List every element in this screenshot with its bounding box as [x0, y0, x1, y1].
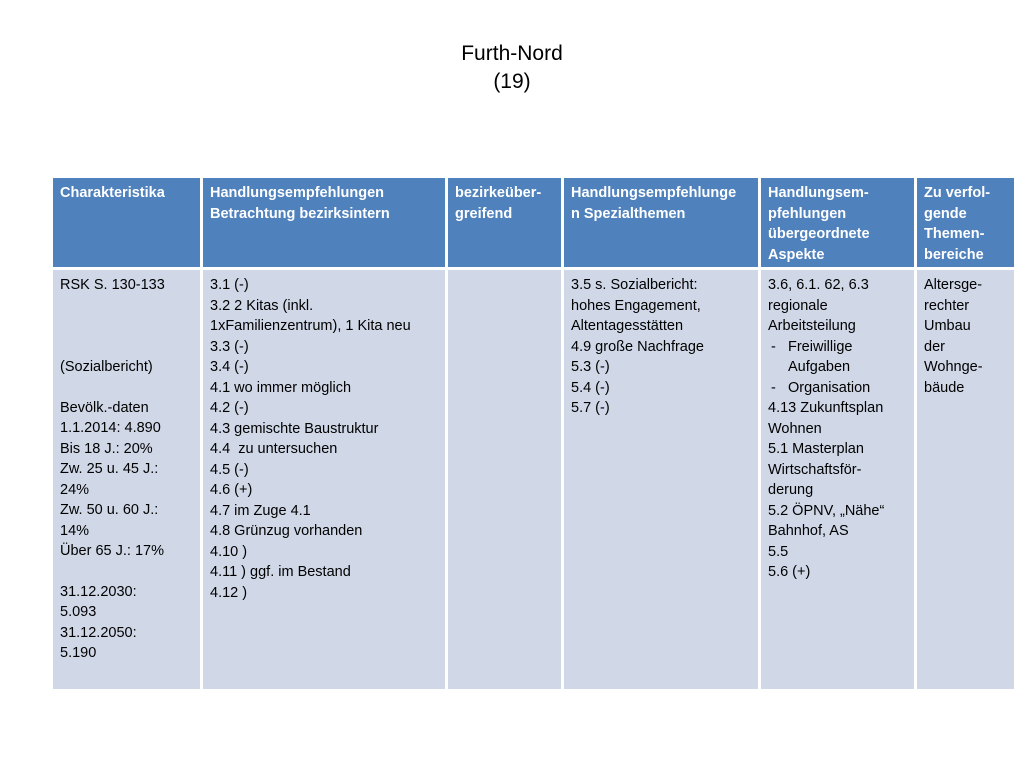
list-item: 5.3 (-)	[571, 359, 610, 375]
list-item: 4.7 im Zuge 4.1	[210, 502, 311, 519]
header-text: Handlungsempfehlunge	[571, 185, 737, 201]
cell-uebergeordnete-aspekte	[761, 270, 914, 689]
list-item: 4.5 (-)	[210, 461, 249, 478]
table-header-row	[53, 178, 1014, 267]
list-item: regionale	[768, 297, 828, 314]
header-text: Aspekte	[768, 246, 825, 263]
list-item: 4.9 große Nachfrage	[571, 338, 704, 355]
population-value: 1.1.2014: 4.890	[60, 420, 161, 436]
rsk-reference: RSK S. 130-133	[60, 277, 165, 293]
header-text: greifend	[455, 205, 513, 222]
list-item: 5.1 Masterplan	[768, 441, 864, 457]
header-uebergeordnete-aspekte	[761, 178, 914, 267]
header-text: bereiche	[924, 246, 984, 263]
header-text: gende	[924, 205, 967, 222]
bullet-text: Aufgaben	[788, 359, 851, 375]
list-item: 4.8 Grünzug vorhanden	[210, 523, 363, 539]
bullet-item-freiwillige-aufgaben	[768, 337, 908, 378]
header-text: pfehlungen	[768, 205, 847, 222]
list-item: 4.10 )	[210, 543, 248, 560]
dash-bullet: -	[771, 338, 776, 355]
list-item: Altersge-	[924, 277, 983, 293]
title-line-1: Furth-Nord	[461, 42, 563, 65]
age-50-60-value: 14%	[60, 522, 90, 539]
list-item: Wohnge-	[924, 359, 983, 375]
age-50-60-label: Zw. 50 u. 60 J.:	[60, 502, 159, 518]
list-item: Umbau	[924, 318, 971, 334]
list-item: 3.4 (-)	[210, 359, 249, 375]
list-item: 3.2 2 Kitas (inkl.	[210, 297, 314, 314]
header-handlungsempfehlungen-intern	[203, 178, 445, 267]
header-text: bezirkeüber-	[455, 185, 542, 201]
header-text: Handlungsempfehlungen	[210, 185, 384, 201]
cell-spezialthemen	[564, 270, 758, 689]
list-item: Arbeitsteilung	[768, 318, 856, 334]
list-item: derung	[768, 482, 814, 498]
list-item: Wohnen	[768, 420, 822, 437]
list-item: 1xFamilienzentrum), 1 Kita neu	[210, 318, 411, 334]
list-item: Altentagesstätten	[571, 318, 684, 334]
list-item: 3.6, 6.1. 62, 6.3	[768, 277, 869, 293]
list-item: bäude	[924, 379, 965, 396]
header-text: n Spezialthemen	[571, 205, 686, 222]
slide-title	[0, 40, 1024, 96]
list-item: 5.2 ÖPNV, „Nähe“	[768, 502, 885, 519]
cell-handlungsempfehlungen-intern	[203, 270, 445, 689]
list-item: 4.1 wo immer möglich	[210, 379, 352, 396]
list-item: 3.1 (-)	[210, 277, 249, 293]
bullet-item-organisation	[768, 378, 908, 399]
cell-charakteristika	[53, 270, 200, 689]
cell-themenbereiche	[917, 270, 1014, 689]
list-item: 4.3 gemischte Baustruktur	[210, 420, 379, 437]
list-item: rechter	[924, 297, 970, 314]
table-row	[53, 270, 1014, 689]
projection-2050-label: 31.12.2050:	[60, 624, 137, 641]
list-item: 4.12 )	[210, 584, 248, 601]
list-item: 4.11 ) ggf. im Bestand	[210, 564, 351, 580]
list-item: 3.3 (-)	[210, 338, 249, 355]
projection-2030-label: 31.12.2030:	[60, 583, 137, 600]
list-item: 5.6 (+)	[768, 564, 811, 580]
age-over-65: Über 65 J.: 17%	[60, 543, 164, 559]
list-item: 5.4 (-)	[571, 379, 610, 396]
header-text: Charakteristika	[60, 185, 165, 201]
list-item: 5.5	[768, 543, 789, 560]
header-text: übergeordnete	[768, 226, 870, 242]
header-text: Themen-	[924, 226, 985, 242]
bullet-text: Freiwillige	[788, 338, 853, 355]
header-bezirksuebergreifend	[448, 178, 561, 267]
projection-2030-value: 5.093	[60, 604, 97, 620]
list-item: 4.2 (-)	[210, 400, 249, 416]
header-text: Handlungsem-	[768, 185, 869, 201]
title-line-2: (19)	[493, 70, 531, 93]
list-item: 5.7 (-)	[571, 400, 610, 416]
projection-2050-value: 5.190	[60, 645, 97, 661]
age-25-45-value: 24%	[60, 481, 90, 498]
list-item: 4.4 zu untersuchen	[210, 441, 338, 457]
header-charakteristika	[53, 178, 200, 267]
age-25-45-label: Zw. 25 u. 45 J.:	[60, 461, 159, 477]
list-item: 4.6 (+)	[210, 482, 253, 498]
list-item: 4.13 Zukunftsplan	[768, 400, 884, 416]
measures-table	[50, 175, 1017, 692]
list-item: Wirtschaftsför-	[768, 461, 862, 478]
source-note: (Sozialbericht)	[60, 359, 153, 375]
cell-bezirksuebergreifend	[448, 270, 561, 689]
list-item: hohes Engagement,	[571, 297, 701, 314]
list-item: 3.5 s. Sozialbericht:	[571, 277, 698, 293]
population-label: Bevölk.-daten	[60, 399, 149, 416]
header-text: Zu verfol-	[924, 185, 991, 201]
header-text: Betrachtung bezirksintern	[210, 205, 390, 222]
age-under-18: Bis 18 J.: 20%	[60, 440, 153, 457]
list-item: Bahnhof, AS	[768, 523, 849, 539]
header-spezialthemen	[564, 178, 758, 267]
bullet-text: Organisation	[788, 379, 871, 396]
header-themenbereiche	[917, 178, 1014, 267]
list-item: der	[924, 338, 945, 355]
dash-bullet: -	[771, 379, 776, 396]
